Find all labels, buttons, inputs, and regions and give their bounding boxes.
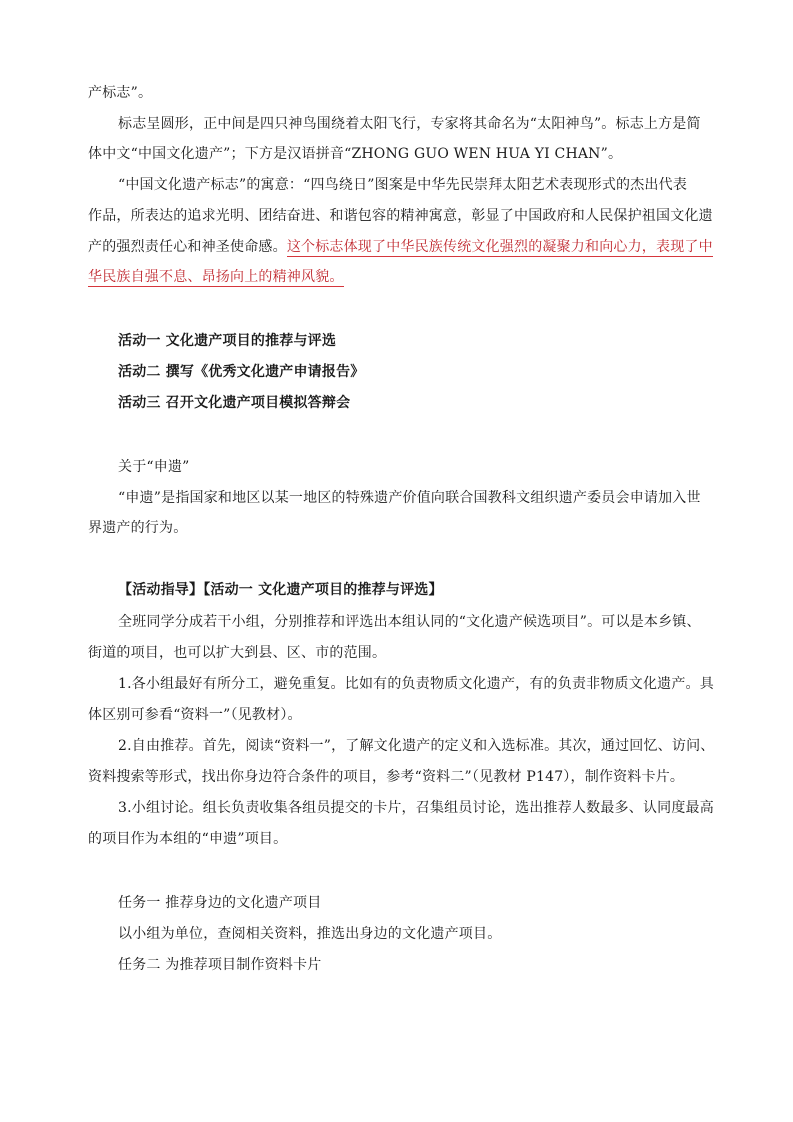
logo-meaning-line: 作品，所表达的追求光明、团结奋进、和谐包容的精神寓意，彰显了中国政府和人民保护祖国文化遗 xyxy=(88,208,713,224)
highlighted-sentence: 这个标志体现了中华民族传统文化强烈的凝聚力和向心力，表现了中 xyxy=(286,239,713,255)
guide-item-1-line: 1.各小组最好有所分工，避免重复。比如有的负责物质文化遗产，有的负责非物质文化遗产。具 xyxy=(118,676,714,692)
guide-item-1-line: 体区别可参看“资料一”（见教材）。 xyxy=(88,707,302,723)
guide-item-3-line: 的项目作为本组的“申遗”项目。 xyxy=(88,831,288,847)
logo-meaning-line: “中国文化遗产标志”的寓意：“四鸟绕日”图案是中华先民崇拜太阳艺术表现形式的杰出代表 xyxy=(118,177,688,193)
logo-meaning-line xyxy=(88,267,344,287)
task-2-title: 任务二 为推荐项目制作资料卡片 xyxy=(118,957,322,973)
activity-1-title: 活动一 文化遗产项目的推荐与评选 xyxy=(118,333,337,349)
intro-line: 产标志”。 xyxy=(88,85,153,101)
task-1-body: 以小组为单位，查阅相关资料，推选出身边的文化遗产项目。 xyxy=(118,926,502,942)
about-heading: 关于“申遗” xyxy=(118,459,190,475)
guide-item-2-line: 资料搜索等形式，找出你身边符合条件的项目，参考“资料二”（见教材 P147），制作资料卡片。 xyxy=(88,769,685,785)
about-line: “申遗”是指国家和地区以某一地区的特殊遗产价值向联合国教科文组织遗产委员会申请加入世 xyxy=(118,490,701,506)
guide-item-2-line: 2.自由推荐。首先，阅读“资料一”，了解文化遗产的定义和入选标准。其次，通过回忆、访问、 xyxy=(118,738,715,754)
guide-heading: 【活动指导】【活动一 文化遗产项目的推荐与评选】 xyxy=(118,582,443,598)
about-line: 界遗产的行为。 xyxy=(88,520,188,536)
task-1-title: 任务一 推荐身边的文化遗产项目 xyxy=(118,895,322,911)
activity-3-title: 活动三 召开文化遗产项目模拟答辩会 xyxy=(118,395,351,411)
guide-intro-line: 街道的项目，也可以扩大到县、区、市的范围。 xyxy=(88,645,387,661)
logo-description-line: 体中文“中国文化遗产”；下方是汉语拼音“ZHONG GUO WEN HUA YI CHAN”。 xyxy=(88,146,623,162)
guide-intro-line: 全班同学分成若干小组，分别推荐和评选出本组认同的“文化遗产候选项目”。可以是本乡镇、 xyxy=(118,614,701,630)
logo-meaning-line xyxy=(88,237,713,257)
guide-item-3-line: 3.小组讨论。组长负责收集各组员提交的卡片，召集组员讨论，选出推荐人数最多、认同度最高 xyxy=(118,800,714,816)
activity-2-title: 活动二 撰写《优秀文化遗产申请报告》 xyxy=(118,364,365,380)
highlighted-sentence: 华民族自强不息、昂扬向上的精神风貌。 xyxy=(88,269,344,285)
logo-meaning-text: 产的强烈责任心和神圣使命感。 xyxy=(88,239,287,255)
logo-description-line: 标志呈圆形，正中间是四只神鸟围绕着太阳飞行，专家将其命名为“太阳神鸟”。标志上方是简 xyxy=(118,116,701,132)
